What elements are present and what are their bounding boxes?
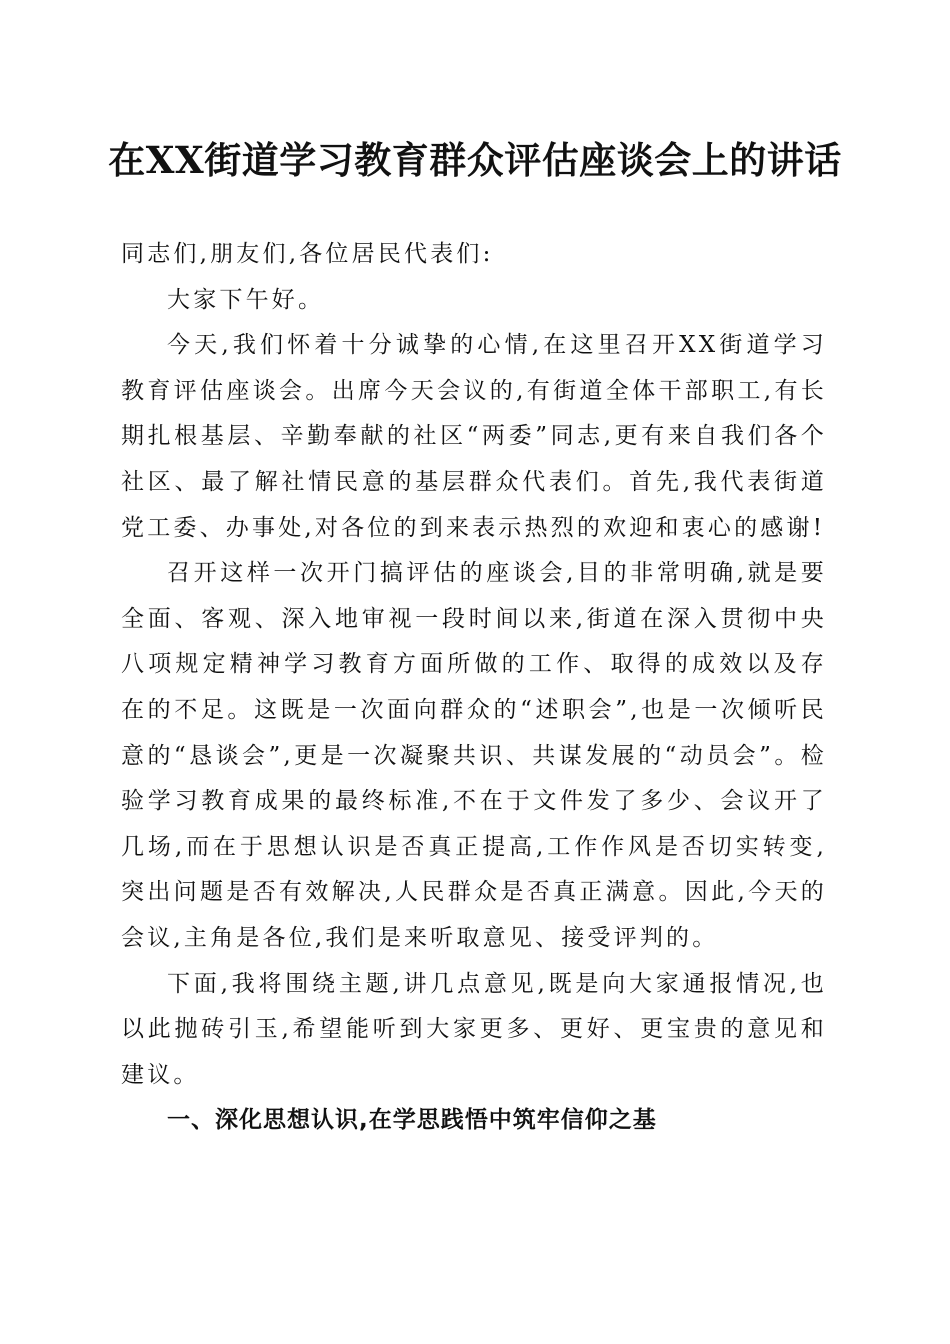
paragraph-purpose: 召开这样一次开门搞评估的座谈会,目的非常明确,就是要全面、客观、深入地审视一段时间以来,街道在深入贯彻中央八项规定精神学习教育方面所做的工作、取得的成效以及存在的不足。这既是一次面向群众的“述职会”,也是一次倾听民意的“恳谈会”,更是一次凝聚共识、共谋发展的“动员会”。检验学习教育成果的最终标准,不在于文件发了多少、会议开了几场,而在于思想认识是否真正提高,工作作风是否切实转变,突出问题是否有效解决,人民群众是否真正满意。因此,今天的会议,主角是各位,我们是来听取意见、接受评判的。: [121, 560, 827, 951]
paragraph-opening: 今天,我们怀着十分诚挚的心情,在这里召开XX街道学习教育评估座谈会。出席今天会议的,有街道全体干部职工,有长期扎根基层、辛勤奉献的社区“两委”同志,更有来自我们各个社区、最了解社情民意的基层群众代表们。首先,我代表街道党工委、办事处,对各位的到来表示热烈的欢迎和衷心的感谢!: [121, 332, 827, 541]
document-title: 在XX街道学习教育群众评估座谈会上的讲话: [108, 138, 842, 182]
paragraph-outline: 下面,我将围绕主题,讲几点意见,既是向大家通报情况,也以此抛砖引玉,希望能听到大家更多、更好、更宝贵的意见和建议。: [121, 970, 827, 1088]
salutation: 同志们,朋友们,各位居民代表们:: [121, 241, 494, 267]
section-heading: 一、深化思想认识,在学思践悟中筑牢信仰之基: [167, 1107, 657, 1134]
document-body: [121, 232, 827, 1144]
paragraph-greeting: 大家下午好。: [167, 286, 325, 313]
